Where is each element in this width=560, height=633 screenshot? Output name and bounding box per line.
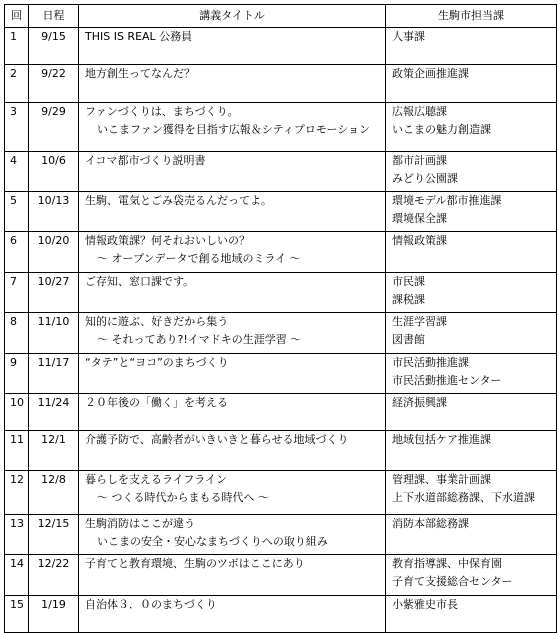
department (386, 65, 557, 103)
lecture-title (79, 471, 386, 515)
department (386, 28, 557, 65)
department-name: 政策企画推進課 (392, 67, 469, 80)
lecture-date: 9/22 (29, 65, 79, 103)
department-name (392, 46, 552, 64)
lecture-title (79, 313, 386, 354)
lecture-title (79, 192, 386, 232)
lecture-title-sub (85, 83, 381, 101)
department-name: 上下水道部総務課、下水道課 (392, 491, 535, 504)
lecture-title-main: 暮らしを支えるライフライン (85, 473, 228, 486)
lecture-number: 2 (5, 65, 29, 103)
department-name: 生涯学習課 (392, 315, 447, 328)
department-name: 図書館 (392, 333, 425, 346)
table-row (5, 555, 557, 596)
lecture-number: 6 (5, 232, 29, 273)
lecture-date: 10/13 (29, 192, 79, 232)
lecture-title-sub (85, 614, 381, 632)
lecture-title-main: ご存知、窓口課です。 (85, 275, 195, 288)
department-name: みどり公園課 (392, 172, 458, 185)
table-row (5, 394, 557, 431)
header-dept: 生駒市担当課 (386, 5, 557, 28)
lecture-number: 10 (5, 394, 29, 431)
lecture-number: 12 (5, 471, 29, 515)
lecture-title (79, 431, 386, 471)
lecture-title (79, 596, 386, 633)
lecture-title-main: ２０年後の「働く」を考える (85, 396, 228, 409)
department (386, 192, 557, 232)
lecture-number: 14 (5, 555, 29, 596)
lecture-number: 5 (5, 192, 29, 232)
lecture-date: 10/20 (29, 232, 79, 273)
lecture-number: 3 (5, 103, 29, 152)
lecture-title-main: 情報政策課？何それおいしいの？ (85, 234, 250, 247)
lecture-title-sub: ～ それってあり?!イマドキの生涯学習 ～ (97, 333, 302, 346)
department (386, 515, 557, 555)
lecture-date: 10/6 (29, 152, 79, 192)
lecture-title-main: 介護予防で、高齢者がいきいきと暮らせる地域づくり (85, 433, 349, 446)
department-name: 市民活動推進課 (392, 356, 469, 369)
department-name (392, 83, 552, 101)
lecture-title (79, 555, 386, 596)
lecture-date: 11/17 (29, 354, 79, 394)
department-name: 市民課 (392, 275, 425, 288)
department-name: 管理課、事業計画課 (392, 473, 491, 486)
lecture-title-sub: いこまファン獲得を目指す広報＆シティプロモーション (97, 123, 371, 136)
department-name: 子育て支援総合センター (392, 575, 513, 588)
lecture-title-sub (85, 372, 381, 390)
lecture-date: 9/29 (29, 103, 79, 152)
department-name (392, 533, 552, 551)
lecture-date: 1/19 (29, 596, 79, 633)
lecture-title-main: THIS IS REAL 公務員 (85, 30, 193, 43)
table-row (5, 28, 557, 65)
department-name: 広報広聴課 (392, 105, 447, 118)
department-name: いこまの魅力創造課 (392, 123, 491, 136)
department-name: 情報政策課 (392, 234, 447, 247)
department-name: 消防本部総務課 (392, 517, 469, 530)
lecture-title-sub (85, 449, 381, 467)
lecture-title (79, 354, 386, 394)
department-name: 地域包括ケア推進課 (392, 433, 491, 446)
department (386, 273, 557, 313)
department (386, 431, 557, 471)
lecture-number: 11 (5, 431, 29, 471)
lecture-title-sub (85, 170, 381, 188)
lecture-title-sub (85, 291, 381, 309)
lecture-number: 13 (5, 515, 29, 555)
department (386, 596, 557, 633)
lecture-number: 7 (5, 273, 29, 313)
lecture-title-main: 自治体３．０のまちづくり (85, 598, 217, 611)
department (386, 152, 557, 192)
department-name: 市民活動推進センター (392, 374, 502, 387)
lecture-title (79, 152, 386, 192)
table-row (5, 65, 557, 103)
department-name: 環境モデル都市推進課 (392, 194, 502, 207)
department (386, 555, 557, 596)
lecture-number: 15 (5, 596, 29, 633)
lecture-title (79, 232, 386, 273)
department (386, 103, 557, 152)
lecture-title (79, 394, 386, 431)
lecture-date: 12/22 (29, 555, 79, 596)
department-name: 人事課 (392, 30, 425, 43)
department (386, 232, 557, 273)
lecture-date: 11/24 (29, 394, 79, 431)
lecture-number: 1 (5, 28, 29, 65)
lecture-title-main: 生駒、電気とごみ袋売るんだってよ。 (85, 194, 272, 207)
department-name (392, 412, 552, 430)
department-name: 都市計画課 (392, 154, 447, 167)
lecture-title-main: “タテ”と“ヨコ”のまちづくり (85, 356, 229, 369)
department-name (392, 449, 552, 467)
lecture-title-sub (85, 412, 381, 430)
department-name: 課税課 (392, 293, 425, 306)
table-row (5, 596, 557, 633)
department-name: 小紫雅史市長 (392, 598, 458, 611)
table-row (5, 273, 557, 313)
department (386, 471, 557, 515)
department-name: 教育指導課、中保育園 (392, 557, 502, 570)
table-row (5, 515, 557, 555)
table-row (5, 103, 557, 152)
department (386, 354, 557, 394)
lecture-number: 4 (5, 152, 29, 192)
lecture-title-sub: ～ オープンデータで創る地域のミライ ～ (97, 252, 301, 265)
table-row (5, 471, 557, 515)
table-header-row (5, 5, 557, 28)
table-row (5, 152, 557, 192)
lecture-title-main: 子育てと教育環境、生駒のツボはここにあり (85, 557, 305, 570)
header-title: 講義タイトル (79, 5, 386, 28)
table-row (5, 313, 557, 354)
lecture-title-sub (85, 210, 381, 228)
department-name: 経済振興課 (392, 396, 447, 409)
table-row (5, 192, 557, 232)
lecture-title-sub (85, 46, 381, 64)
lecture-title-sub: いこまの安全・安心なまちづくりへの取り組み (97, 535, 328, 548)
lecture-title (79, 273, 386, 313)
lecture-date: 11/10 (29, 313, 79, 354)
table-row (5, 232, 557, 273)
department-name: 環境保全課 (392, 212, 447, 225)
department-name (392, 250, 552, 268)
department (386, 394, 557, 431)
lecture-title (79, 103, 386, 152)
lecture-title (79, 28, 386, 65)
lecture-title-main: 知的に遊ぶ、好きだから集う (85, 315, 229, 328)
lecture-schedule-table (4, 4, 557, 633)
lecture-title (79, 65, 386, 103)
table-row (5, 354, 557, 394)
lecture-title-main: イコマ都市づくり説明書 (85, 154, 206, 167)
lecture-title-sub: ～ つくる時代からまもる時代へ ～ (97, 491, 269, 504)
lecture-date: 10/27 (29, 273, 79, 313)
lecture-date: 12/8 (29, 471, 79, 515)
lecture-date: 9/15 (29, 28, 79, 65)
lecture-date: 12/15 (29, 515, 79, 555)
lecture-title-sub (85, 573, 381, 591)
header-no: 回 (5, 5, 29, 28)
lecture-title-main: 地方創生ってなんだ？ (85, 67, 195, 80)
department (386, 313, 557, 354)
lecture-number: 8 (5, 313, 29, 354)
lecture-title-main: 生駒消防はここが違う (85, 517, 195, 530)
lecture-number: 9 (5, 354, 29, 394)
lecture-date: 12/1 (29, 431, 79, 471)
lecture-title (79, 515, 386, 555)
header-date: 日程 (29, 5, 79, 28)
table-row (5, 431, 557, 471)
lecture-title-main: ファンづくりは、まちづくり。 (85, 105, 239, 118)
department-name (392, 614, 552, 632)
